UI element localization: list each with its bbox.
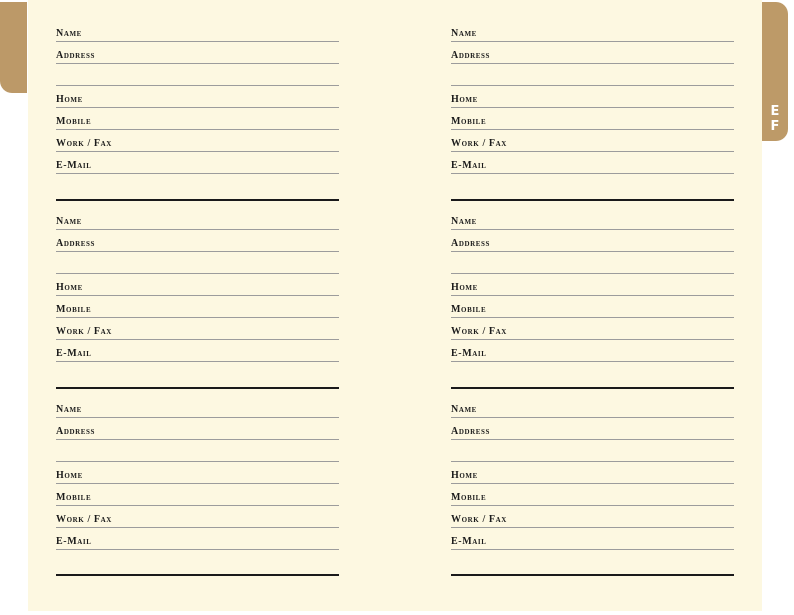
contact-entry: [56, 0, 339, 180]
home-field[interactable]: [451, 94, 734, 108]
tab-letter-f: F: [770, 119, 780, 134]
address-field[interactable]: [56, 238, 339, 252]
work-fax-field[interactable]: [451, 326, 734, 340]
home-field[interactable]: [56, 94, 339, 108]
contact-entry: [56, 376, 339, 556]
work-fax-field[interactable]: [451, 138, 734, 152]
address-field[interactable]: [451, 426, 734, 440]
home-field[interactable]: [451, 282, 734, 296]
work-fax-field[interactable]: [451, 514, 734, 528]
work-fax-label: Work / Fax: [451, 514, 507, 525]
work-fax-label: Work / Fax: [56, 514, 112, 525]
contact-entry: [451, 0, 734, 180]
address-line-2[interactable]: [56, 85, 339, 86]
index-tab-ef[interactable]: [762, 2, 788, 141]
mobile-label: Mobile: [451, 304, 487, 315]
mobile-field[interactable]: [56, 492, 339, 506]
work-fax-field[interactable]: [56, 326, 339, 340]
email-field[interactable]: [56, 160, 339, 174]
tab-letter-e: E: [770, 104, 780, 119]
email-label: E-Mail: [451, 348, 487, 359]
address-line-2[interactable]: [451, 85, 734, 86]
mobile-field[interactable]: [56, 116, 339, 130]
email-field[interactable]: [451, 348, 734, 362]
name-label: Name: [451, 28, 477, 39]
work-fax-field[interactable]: [56, 138, 339, 152]
left-page-column: [56, 0, 339, 611]
mobile-field[interactable]: [451, 492, 734, 506]
index-tab-left: [0, 2, 27, 93]
home-label: Home: [451, 282, 478, 293]
home-field[interactable]: [451, 470, 734, 484]
name-label: Name: [56, 404, 82, 415]
index-tab-letters: [762, 104, 788, 134]
email-label: E-Mail: [56, 536, 92, 547]
email-field[interactable]: [56, 348, 339, 362]
address-label: Address: [56, 426, 96, 437]
mobile-label: Mobile: [451, 492, 487, 503]
address-label: Address: [451, 426, 491, 437]
home-field[interactable]: [56, 282, 339, 296]
name-field[interactable]: [56, 404, 339, 418]
contact-entry: [56, 188, 339, 368]
name-field[interactable]: [451, 404, 734, 418]
name-field[interactable]: [56, 28, 339, 42]
address-label: Address: [56, 238, 96, 249]
mobile-field[interactable]: [451, 304, 734, 318]
mobile-label: Mobile: [56, 492, 92, 503]
name-label: Name: [451, 216, 477, 227]
name-field[interactable]: [56, 216, 339, 230]
entry-separator: [451, 574, 734, 576]
work-fax-label: Work / Fax: [451, 138, 507, 149]
work-fax-label: Work / Fax: [56, 138, 112, 149]
right-page-column: [451, 0, 734, 611]
address-label: Address: [451, 50, 491, 61]
entry-separator: [56, 574, 339, 576]
address-field[interactable]: [451, 50, 734, 64]
contact-entry: [451, 188, 734, 368]
email-label: E-Mail: [451, 536, 487, 547]
email-field[interactable]: [451, 536, 734, 550]
address-field[interactable]: [56, 50, 339, 64]
address-line-2[interactable]: [451, 461, 734, 462]
address-field[interactable]: [56, 426, 339, 440]
name-label: Name: [56, 216, 82, 227]
mobile-field[interactable]: [56, 304, 339, 318]
name-field[interactable]: [451, 28, 734, 42]
address-line-2[interactable]: [56, 273, 339, 274]
email-field[interactable]: [451, 160, 734, 174]
mobile-label: Mobile: [56, 304, 92, 315]
address-line-2[interactable]: [451, 273, 734, 274]
mobile-field[interactable]: [451, 116, 734, 130]
address-label: Address: [56, 50, 96, 61]
home-label: Home: [56, 470, 83, 481]
home-label: Home: [451, 94, 478, 105]
mobile-label: Mobile: [451, 116, 487, 127]
name-field[interactable]: [451, 216, 734, 230]
work-fax-field[interactable]: [56, 514, 339, 528]
home-label: Home: [451, 470, 478, 481]
home-field[interactable]: [56, 470, 339, 484]
address-field[interactable]: [451, 238, 734, 252]
email-label: E-Mail: [56, 348, 92, 359]
name-label: Name: [451, 404, 477, 415]
work-fax-label: Work / Fax: [451, 326, 507, 337]
work-fax-label: Work / Fax: [56, 326, 112, 337]
email-label: E-Mail: [56, 160, 92, 171]
mobile-label: Mobile: [56, 116, 92, 127]
contact-entry: [451, 376, 734, 556]
address-label: Address: [451, 238, 491, 249]
email-field[interactable]: [56, 536, 339, 550]
email-label: E-Mail: [451, 160, 487, 171]
home-label: Home: [56, 282, 83, 293]
address-line-2[interactable]: [56, 461, 339, 462]
name-label: Name: [56, 28, 82, 39]
home-label: Home: [56, 94, 83, 105]
